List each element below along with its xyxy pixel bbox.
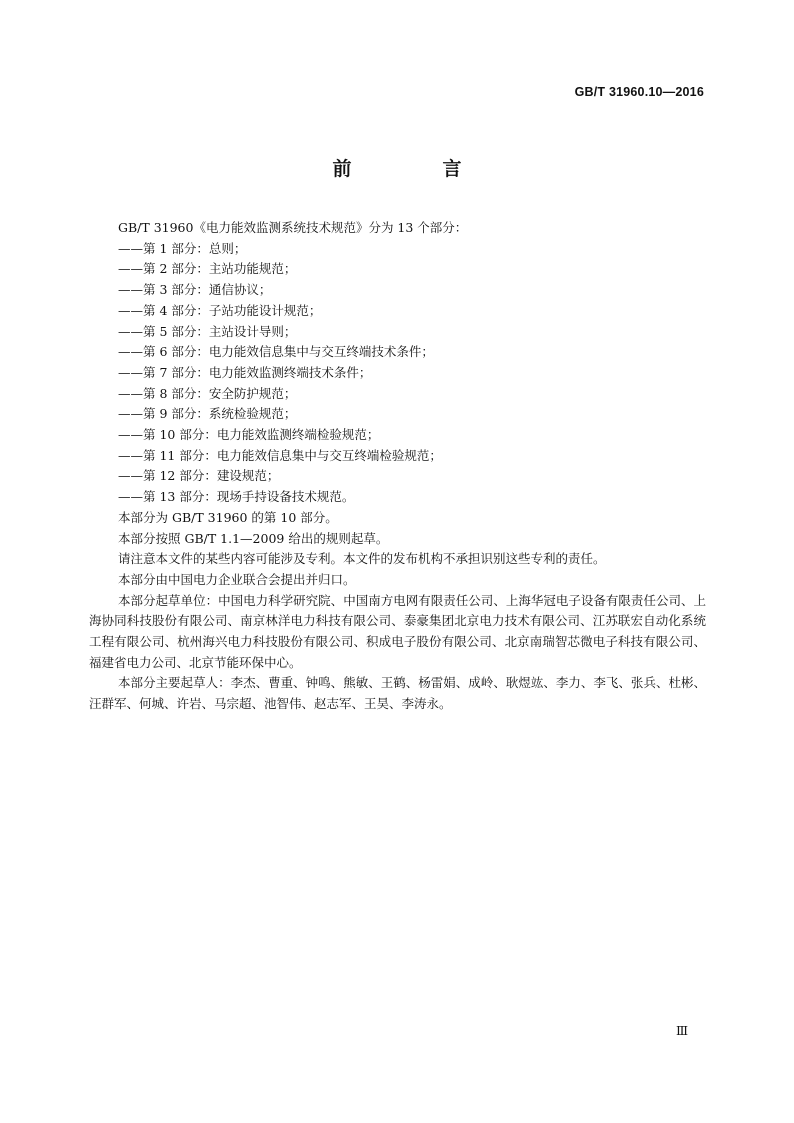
page-title: 前 言 bbox=[332, 158, 498, 180]
part-list-item: ——第 1 部分：总则； bbox=[118, 240, 247, 256]
part-list-item: ——第 8 部分：安全防护规范； bbox=[118, 385, 297, 401]
part-list-item: ——第 6 部分：电力能效信息集中与交互终端技术条件； bbox=[118, 344, 434, 360]
part-list-item: ——第 10 部分：电力能效监测终端检验规范； bbox=[118, 427, 380, 443]
part-list-item: ——第 2 部分：主站功能规范； bbox=[118, 261, 297, 277]
part-list-item: ——第 13 部分：现场手持设备技术规范。 bbox=[118, 489, 355, 505]
page-number: Ⅲ bbox=[675, 1023, 688, 1038]
part-list-item: ——第 5 部分：主站设计导则； bbox=[118, 323, 297, 339]
part-list-item: ——第 4 部分：子站功能设计规范； bbox=[118, 302, 322, 318]
part-list-item: ——第 9 部分：系统检验规范； bbox=[118, 406, 297, 422]
part-list-item: ——第 3 部分：通信协议； bbox=[118, 282, 272, 298]
part-list-item: ——第 12 部分：建设规范； bbox=[118, 468, 280, 484]
drafting-units-paragraph: 本部分起草单位：中国电力科学研究院、中国南方电网有限责任公司、上海华冠电子设备有限责任公司、上海协同科技股份有限公司、南京林洋电力科技有限公司、泰豪集团北京电力技术有限公司、江苏联宏自动化系统工程有限公司、杭州海兴电力科技股份有限公司、积成电子股份有限公司、北京南瑞智芯微电子科技有限公司、福建省电力公司、北京节能环保中心。 bbox=[89, 592, 706, 670]
patent-notice: 请注意本文件的某些内容可能涉及专利。本文件的发布机构不承担识别这些专利的责任。 bbox=[118, 551, 606, 567]
standard-code: GB/T 31960.10—2016 bbox=[574, 85, 704, 99]
drafters-paragraph: 本部分主要起草人：李杰、曹重、钟鸣、熊敏、王鹤、杨雷娟、成岭、耿煜竑、李力、李飞、张兵、杜彬、汪群军、何城、许岩、马宗超、池智伟、赵志军、王昊、李涛永。 bbox=[89, 675, 706, 712]
drafting-rules-statement: 本部分按照 GB/T 1.1—2009 给出的规则起草。 bbox=[118, 530, 389, 546]
part-list-item: ——第 7 部分：电力能效监测终端技术条件； bbox=[118, 364, 372, 380]
intro-paragraph: GB/T 31960《电力能效监测系统技术规范》分为 13 个部分： bbox=[118, 220, 468, 235]
part-of-statement: 本部分为 GB/T 31960 的第 10 部分。 bbox=[118, 509, 338, 525]
document-body bbox=[89, 218, 706, 715]
part-list-item: ——第 11 部分：电力能效信息集中与交互终端检验规范； bbox=[118, 447, 442, 463]
proposed-by-statement: 本部分由中国电力企业联合会提出并归口。 bbox=[118, 571, 356, 587]
